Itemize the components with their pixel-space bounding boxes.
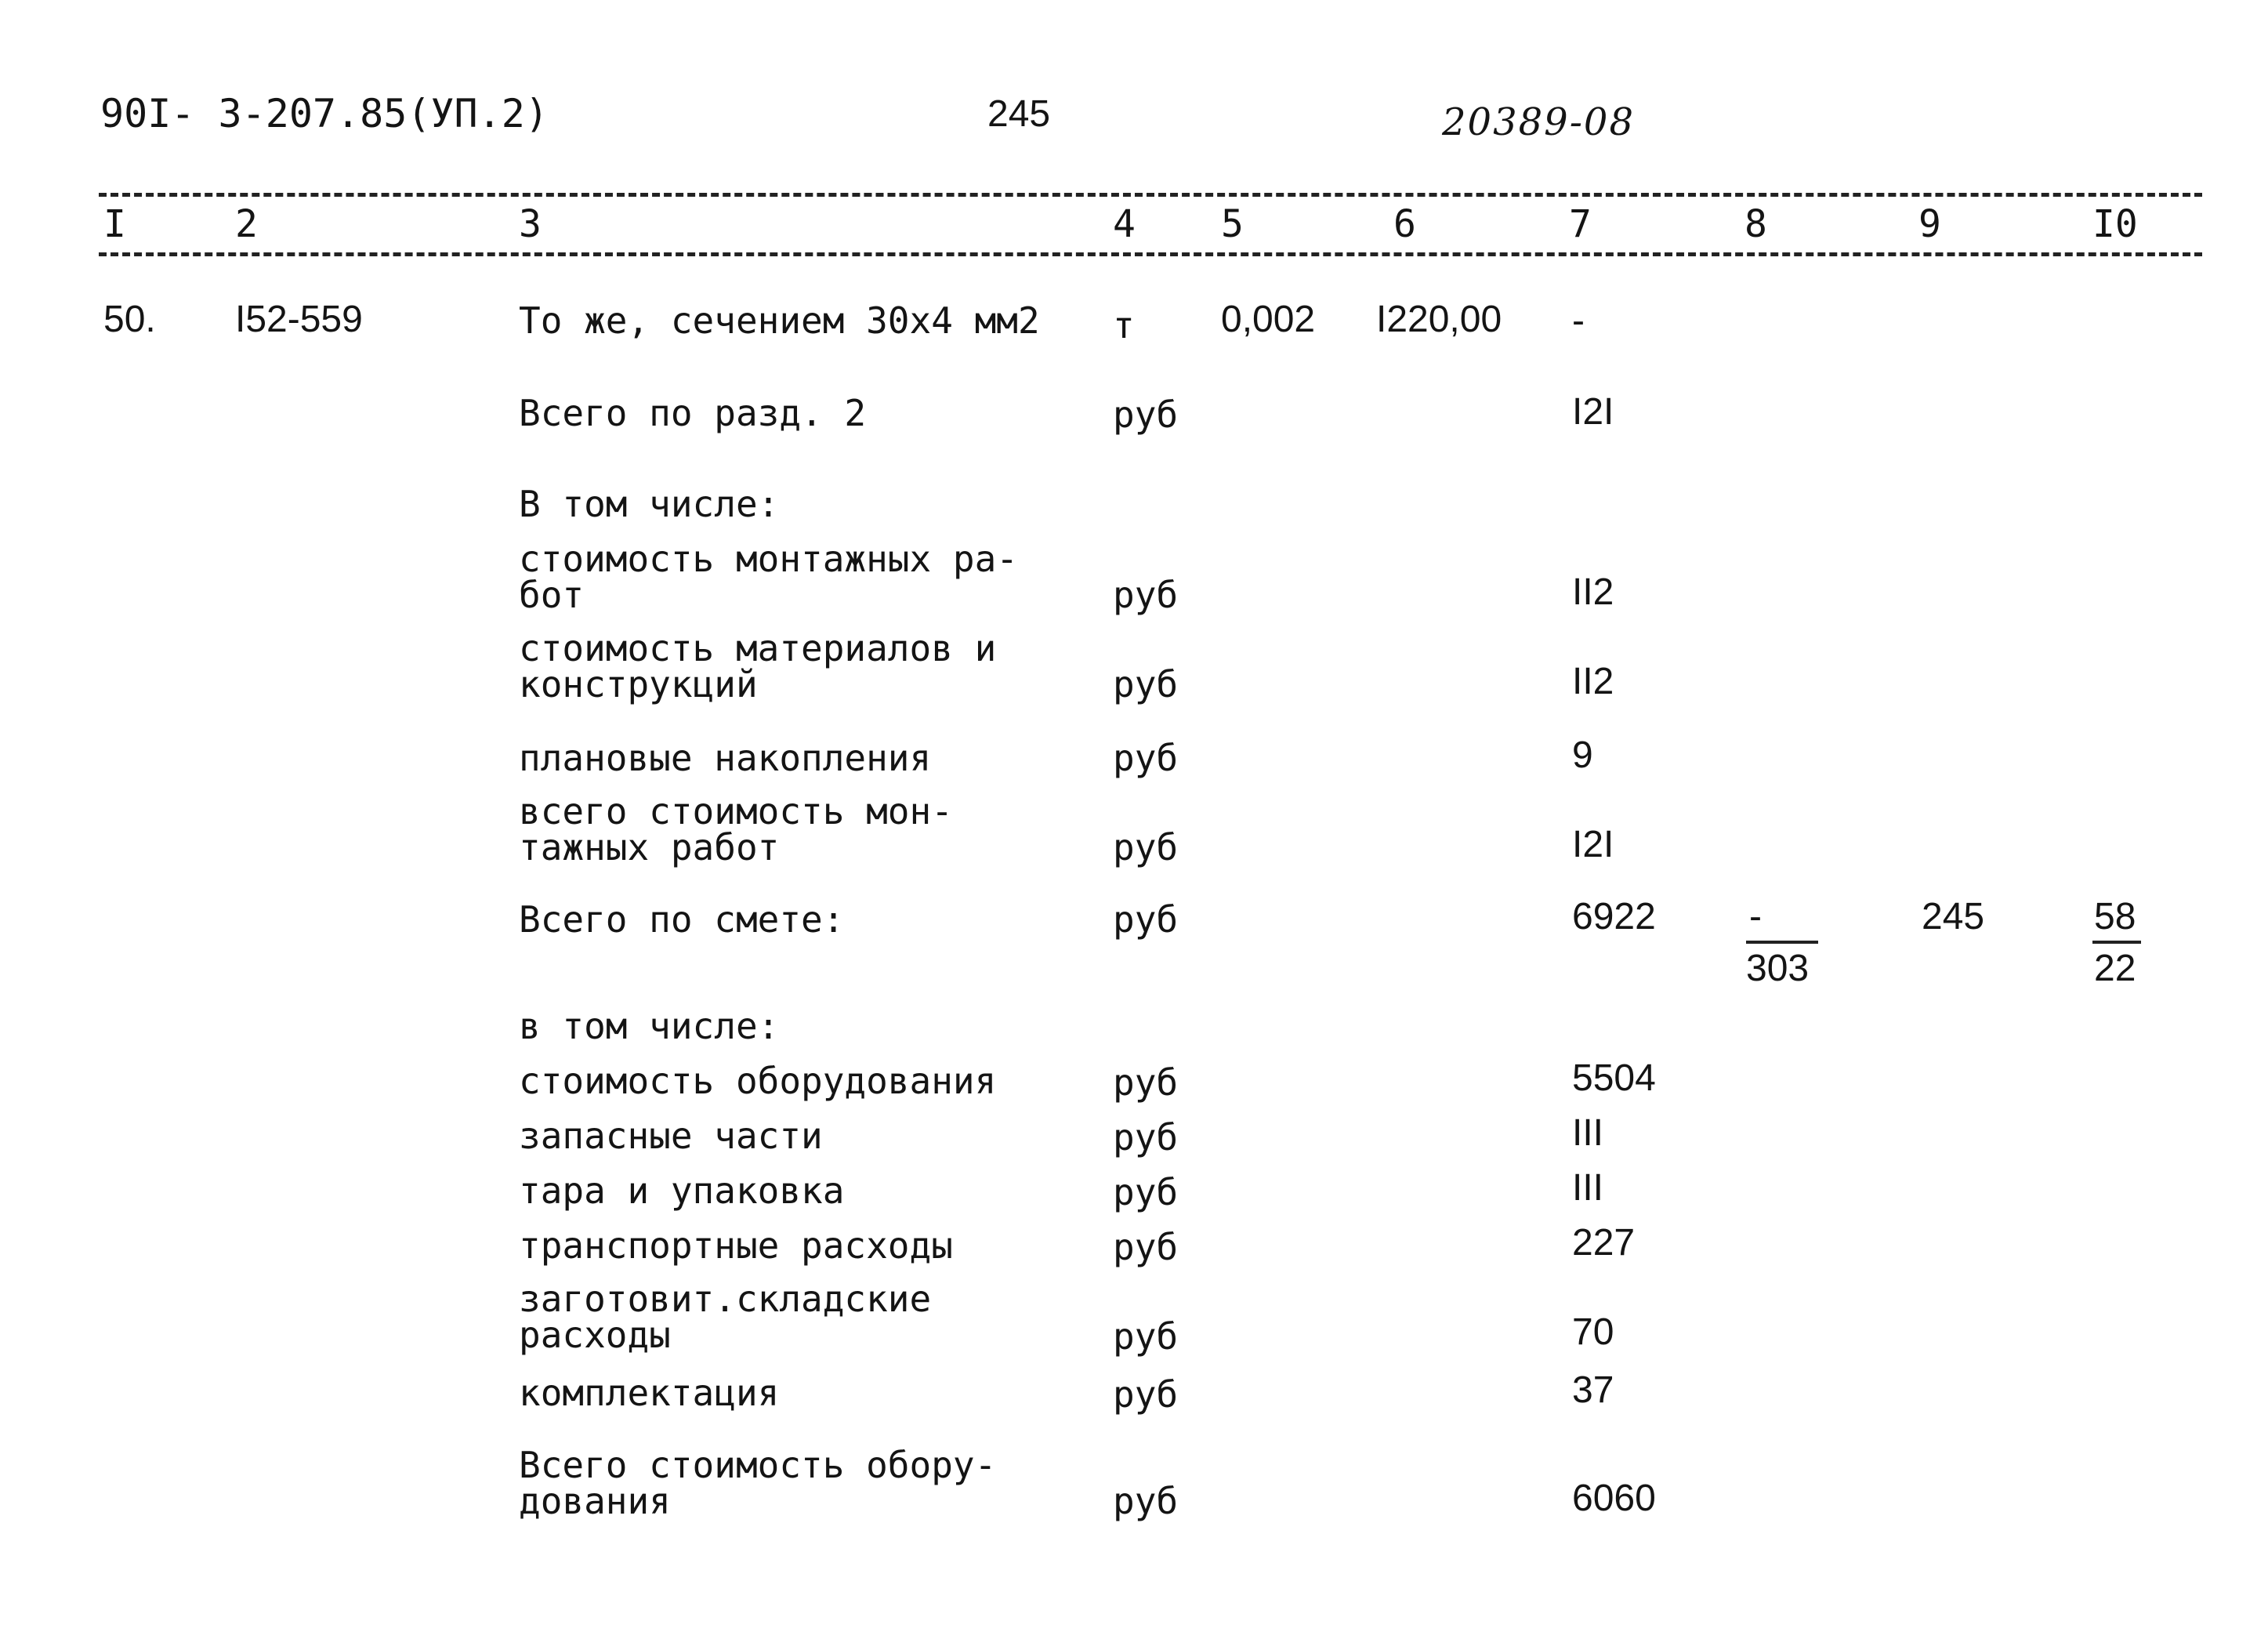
equipment-item-value: 227: [1572, 1222, 1636, 1264]
cost-item-line1: всего стоимость мон-: [519, 790, 953, 832]
equipment-item-name: заготовит.складские: [519, 1278, 932, 1320]
cost-item-line2: конструкций: [519, 663, 758, 705]
cost-item-value: 9: [1572, 734, 1593, 776]
cost-item-value: II2: [1572, 571, 1614, 613]
cost-item-unit: руб: [1113, 663, 1179, 705]
estimate-total-col8-top: -: [1749, 896, 1762, 937]
fraction-bar: [2092, 941, 2141, 944]
column-header-top-rule: [99, 193, 2202, 197]
row-unit: т: [1113, 304, 1135, 346]
equipment-total-unit: руб: [1113, 1480, 1179, 1522]
equipment-total-line2: дования: [519, 1480, 671, 1522]
equipment-item-unit: руб: [1113, 1373, 1179, 1416]
row-code: I52-559: [235, 299, 363, 340]
equipment-item-name: запасные части: [519, 1115, 823, 1157]
equipment-item-unit: руб: [1113, 1226, 1179, 1268]
equipment-item-name-line2: расходы: [519, 1314, 671, 1356]
equipment-total-value: 6060: [1572, 1478, 1656, 1519]
column-number-2: 2: [235, 202, 258, 246]
column-header-bottom-rule: [99, 252, 2202, 256]
row-quantity: 0,002: [1221, 299, 1316, 340]
row-total: -: [1572, 300, 1585, 342]
document-code: 90I- 3-207.85(УП.2): [100, 91, 549, 136]
equipment-item-name: транспортные расходы: [519, 1224, 953, 1267]
row-price: I220,00: [1376, 299, 1502, 340]
column-number-8: 8: [1744, 202, 1767, 246]
cost-item-value: I2I: [1572, 824, 1614, 865]
equipment-item-value: III: [1572, 1167, 1604, 1209]
column-number-10: I0: [2092, 202, 2138, 246]
row-number: 50.: [103, 299, 156, 340]
including-label: В том числе:: [519, 483, 780, 525]
fraction-bar: [1746, 941, 1818, 944]
column-number-1: I: [103, 202, 126, 246]
equipment-item-unit: руб: [1113, 1315, 1179, 1358]
page-number: 245: [987, 93, 1051, 135]
row-name: То же, сечением 30х4 мм2: [519, 299, 1040, 342]
cost-item-line1: стоимость материалов и: [519, 627, 997, 669]
equipment-item-value: 5504: [1572, 1057, 1656, 1099]
estimate-total-col10-top: 58: [2094, 896, 2136, 937]
estimate-total-col9: 245: [1922, 896, 1985, 937]
cost-item-line2: бот: [519, 574, 585, 616]
estimate-total-label: Всего по смете:: [519, 898, 845, 941]
section-total-value: I2I: [1572, 391, 1614, 433]
column-number-9: 9: [1918, 202, 1941, 246]
equipment-item-name: стоимость оборудования: [519, 1060, 997, 1102]
equipment-item-unit: руб: [1113, 1061, 1179, 1104]
equipment-item-value: 70: [1572, 1311, 1614, 1353]
column-number-5: 5: [1221, 202, 1244, 246]
equipment-item-value: 37: [1572, 1369, 1614, 1411]
cost-item-line1: стоимость монтажных ра-: [519, 538, 1018, 580]
cost-item-line2: тажных работ: [519, 826, 780, 868]
estimate-total-unit: руб: [1113, 898, 1179, 941]
cost-item-unit: руб: [1113, 574, 1179, 616]
handwritten-number: 20389-08: [1442, 100, 1635, 144]
estimate-total-col7: 6922: [1572, 896, 1656, 937]
cost-item-line1: плановые накопления: [519, 737, 932, 779]
including-label: в том числе:: [519, 1005, 780, 1047]
column-number-3: 3: [519, 202, 542, 246]
equipment-item-unit: руб: [1113, 1116, 1179, 1159]
equipment-item-name: тара и упаковка: [519, 1169, 845, 1212]
cost-item-unit: руб: [1113, 826, 1179, 868]
estimate-total-col8-bottom: 303: [1746, 948, 1810, 989]
cost-item-unit: руб: [1113, 737, 1179, 779]
equipment-item-value: III: [1572, 1112, 1604, 1154]
equipment-item-name: комплектация: [519, 1372, 780, 1414]
column-number-4: 4: [1113, 202, 1136, 246]
equipment-total-line1: Всего стоимость обору-: [519, 1444, 997, 1486]
equipment-item-unit: руб: [1113, 1171, 1179, 1213]
cost-item-value: II2: [1572, 661, 1614, 702]
section-total-label: Всего по разд. 2: [519, 392, 867, 434]
section-total-unit: руб: [1113, 393, 1179, 436]
column-number-6: 6: [1393, 202, 1416, 246]
column-number-7: 7: [1569, 202, 1592, 246]
estimate-total-col10-bottom: 22: [2094, 948, 2136, 989]
